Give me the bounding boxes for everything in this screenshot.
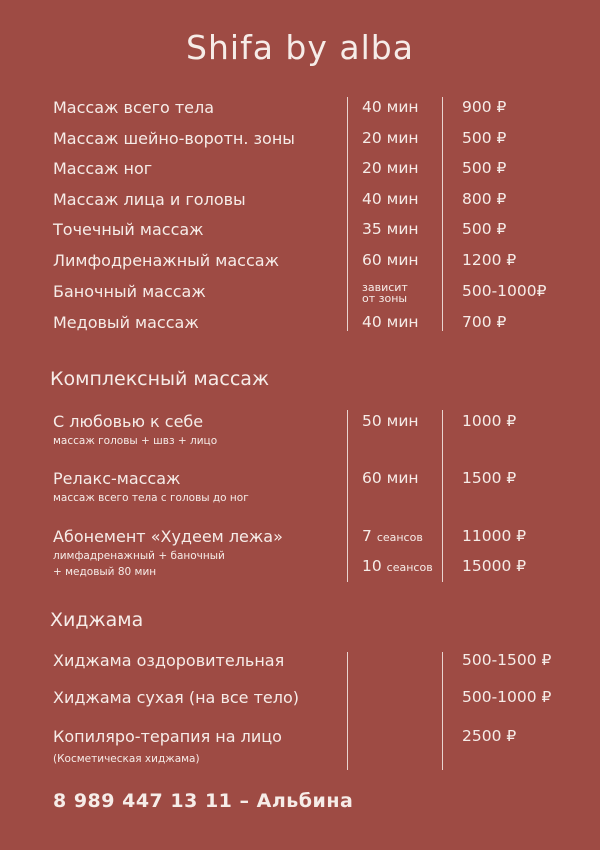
service-price: 500 ₽	[462, 220, 507, 238]
service-name: Лимфодренажный массаж	[53, 251, 279, 270]
service-duration: 35 мин	[362, 220, 419, 238]
service-price: 800 ₽	[462, 190, 507, 208]
service-duration-line2: от зоны	[362, 292, 408, 305]
brand-title: Shifa by alba	[186, 28, 414, 67]
sessions-count: 7	[362, 527, 372, 545]
subscription-option	[362, 527, 423, 545]
service-row	[0, 313, 600, 343]
service-name: Массаж лица и головы	[53, 190, 246, 209]
service-description: (Косметическая хиджама)	[53, 753, 200, 765]
subscription-option	[362, 557, 433, 575]
sessions-unit: сеансов	[376, 531, 423, 544]
section-title-complex: Комплексный массаж	[50, 368, 270, 390]
service-name: Релакс-массаж	[53, 469, 181, 488]
service-duration: 60 мин	[362, 251, 419, 269]
service-price: 700 ₽	[462, 313, 507, 331]
service-name: Медовый массаж	[53, 313, 199, 332]
service-row	[0, 159, 600, 189]
service-description: лимфадренажный + баночный	[53, 550, 225, 562]
service-name: Копиляро-терапия на лицо	[53, 727, 282, 746]
service-price: 500-1000₽	[462, 282, 547, 300]
service-name: Массаж всего тела	[53, 98, 215, 117]
subscription-row	[0, 557, 600, 587]
service-name: Баночный массаж	[53, 282, 206, 301]
service-name: Массаж ног	[53, 159, 153, 178]
service-duration-line1: зависит	[362, 281, 408, 294]
service-price: 15000 ₽	[462, 557, 527, 575]
service-price: 500 ₽	[462, 129, 507, 147]
service-row	[0, 251, 600, 281]
service-name: Массаж шейно-воротн. зоны	[53, 129, 295, 148]
service-price: 500-1000 ₽	[462, 688, 552, 706]
service-duration: 50 мин	[362, 412, 419, 430]
service-description: массаж всего тела с головы до ног	[53, 492, 249, 504]
service-row	[0, 129, 600, 159]
service-row	[0, 98, 600, 128]
service-name: Хиджама оздоровительная	[53, 651, 285, 670]
sessions-unit: сеансов	[386, 561, 433, 574]
service-name: Точечный массаж	[53, 220, 204, 239]
service-duration: 40 мин	[362, 313, 419, 331]
service-duration: 20 мин	[362, 159, 419, 177]
service-duration: 20 мин	[362, 129, 419, 147]
section-title-hijama: Хиджама	[50, 609, 144, 631]
service-name: С любовью к себе	[53, 412, 204, 431]
service-price: 500-1500 ₽	[462, 651, 552, 669]
service-description: массаж головы + швз + лицо	[53, 435, 218, 447]
service-duration: 40 мин	[362, 190, 419, 208]
service-row	[0, 190, 600, 220]
service-duration: 40 мин	[362, 98, 419, 116]
service-row	[0, 282, 600, 312]
service-row	[0, 220, 600, 250]
sessions-count: 10	[362, 557, 382, 575]
service-price: 900 ₽	[462, 98, 507, 116]
service-name: Абонемент «Худеем лежа»	[53, 527, 283, 546]
service-price: 11000 ₽	[462, 527, 527, 545]
service-price: 1200 ₽	[462, 251, 517, 269]
service-price: 500 ₽	[462, 159, 507, 177]
service-name: Хиджама сухая (на все тело)	[53, 688, 300, 707]
service-price: 1500 ₽	[462, 469, 517, 487]
service-duration: 60 мин	[362, 469, 419, 487]
service-description: + медовый 80 мин	[53, 566, 157, 578]
service-price: 2500 ₽	[462, 727, 517, 745]
service-price: 1000 ₽	[462, 412, 517, 430]
contact-phone: 8 989 447 13 11 – Альбина	[53, 790, 354, 812]
service-row	[0, 651, 600, 681]
service-row	[0, 688, 600, 718]
